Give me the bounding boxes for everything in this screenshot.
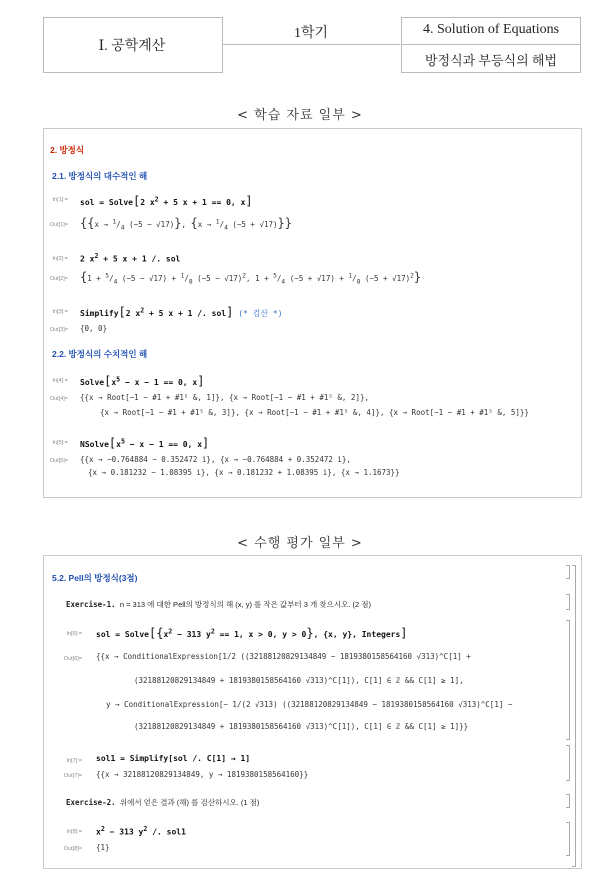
semester-label: 1학기 <box>293 26 329 41</box>
input-cell[interactable]: sol = Solve[2 $x^2 + 5$ x + 1 == 0, x] <box>80 194 253 208</box>
in-label: In[4]:= <box>52 378 68 384</box>
input-cell[interactable]: sol1 = Simplify[sol /. C[1] → 1] <box>96 754 251 763</box>
in-label: In[7]:= <box>66 758 82 764</box>
chapter-title: Ⅰ. 공학계산 <box>98 39 166 54</box>
in-label: In[3]:= <box>52 309 68 315</box>
subsection-heading-algebraic: 2.1. 방정식의 대수적인 해 <box>52 171 148 181</box>
exercise-1-label: Exercise-1. <box>66 600 116 609</box>
header-divider <box>222 44 400 45</box>
output-line: (32188120829134849 + 1819380158564160 √313)^C[1]), C[1] ∈ ℤ && C[1] ≥ 1]}} <box>134 722 469 731</box>
cell-bracket[interactable] <box>572 565 576 867</box>
cell-bracket[interactable] <box>566 745 570 781</box>
out-label: Out[2]= <box>49 276 68 282</box>
header-topic-divider <box>401 44 581 45</box>
cell-bracket[interactable] <box>566 565 570 579</box>
section2-title: < 수행 평가 일부 > <box>237 536 363 551</box>
output-line: {{x → Root[−1 − #1 + #1⁵ &, 1]}, {x → Root[−1 − #1 + #1⁵ &, 2]}, <box>80 393 369 402</box>
output-line: {x → Root[−1 − #1 + #1⁵ &, 3]}, {x → Root[−1 − #1 + #1⁵ &, 4]}, {x → Root[−1 − #1 + #1⁵ &, 5]}} <box>100 408 529 417</box>
cell-bracket[interactable] <box>566 594 570 610</box>
topic-ko: 방정식과 부등식의 해법 <box>424 53 558 68</box>
cell-bracket[interactable] <box>566 620 570 740</box>
exercise-1 <box>66 599 371 610</box>
output-cell: {{x → 32188120829134849, y → 1819380158564160}} <box>96 770 309 779</box>
out-label: Out[8]= <box>63 846 82 852</box>
input-cell[interactable]: $NSolve[x^5 - x - 1 == 0$, x] <box>80 436 210 450</box>
exercise-2-label: Exercise-2. <box>66 798 116 807</box>
out-label: Out[6]= <box>63 656 82 662</box>
output-cell: {{$x \to ^1/_4$ (−5 − √17)}, {$x \to ^1/_4$ (−5 + √17)}} <box>80 216 292 232</box>
exercise-1-text: n = 313 에 대한 Pell의 방정식의 해 (x, y) 를 작은 값부터 3 개 찾으시오. (2 점) <box>119 600 371 609</box>
output-line: {x → 0.181232 − 1.08395 i}, {x → 0.181232 + 1.08395 i}, {x → 1.1673}} <box>88 468 400 477</box>
out-label: Out[4]= <box>49 396 68 402</box>
exercise-2 <box>66 797 259 808</box>
in-label: In[6]:= <box>66 631 82 637</box>
cell-bracket[interactable] <box>566 822 570 856</box>
in-label: In[8]:= <box>66 829 82 835</box>
input-cell[interactable]: $Solve[x^5 - x - 1 == 0$, x] <box>80 374 205 388</box>
output-cell: {0, 0} <box>80 324 108 333</box>
section-heading-equations: 2. 방정식 <box>50 145 85 155</box>
subsection-heading-numerical: 2.2. 방정식의 수치적인 해 <box>52 349 148 359</box>
cell-bracket[interactable] <box>566 794 570 808</box>
out-label: Out[7]= <box>63 773 82 779</box>
output-cell: {$1 + ^5/_4$ $(-5 - √17) + ^1/_8$ $(-5 - √17)^2$, $1 + ^5/_4$ $(-5 + √17) + ^1/_8$ $(-5 + √17)^2$} <box>80 270 422 286</box>
in-label: In[1]:= <box>52 197 68 203</box>
pell-heading: 5.2. Pell의 방정식(3점) <box>52 573 138 583</box>
output-line: {{x → ConditionalExpression[1/2 ((32188120829134849 − 1819380158564160 √313)^C[1] + <box>96 652 471 661</box>
in-label: In[2]:= <box>52 256 68 262</box>
out-label: Out[1]= <box>49 222 68 228</box>
output-line: (32188120829134849 + 1819380158564160 √313)^C[1]), C[1] ∈ ℤ && C[1] ≥ 1], <box>134 676 464 685</box>
output-cell: {1} <box>96 843 110 852</box>
out-label: Out[5]= <box>49 458 68 464</box>
input-cell[interactable]: sol = $Solve[\{x^2 - 313$ $y^2 == 1$, x > 0, y > 0}, {x, y}, Integers] <box>96 626 408 640</box>
out-label: Out[3]= <box>49 327 68 333</box>
topic-en: 4. Solution of Equations <box>422 22 560 37</box>
input-cell[interactable]: $x^2 - 313$ $y^2$ /. sol1 <box>96 825 186 837</box>
section1-title: < 학습 자료 일부 > <box>237 108 363 123</box>
output-line: {{x → −0.764884 − 0.352472 i}, {x → −0.764884 + 0.352472 i}, <box>80 455 351 464</box>
in-label: In[5]:= <box>52 440 68 446</box>
check-comment: (* 검산 *) <box>238 309 283 318</box>
output-line: y → ConditionalExpression[− 1/(2 √313) ((32188120829134849 − 1819380158564160 √313)^C[1] − <box>106 700 513 709</box>
exercise-2-text: 위에서 얻은 결과 (해) 를 검산하시오. (1 점) <box>119 798 260 807</box>
input-cell[interactable]: Simplify[2 $x^2 + 5$ x + 1 /. sol] (* 검산 *) <box>80 305 283 319</box>
input-cell[interactable]: 2 $x^2 + 5$ x + 1 /. sol <box>80 252 181 264</box>
